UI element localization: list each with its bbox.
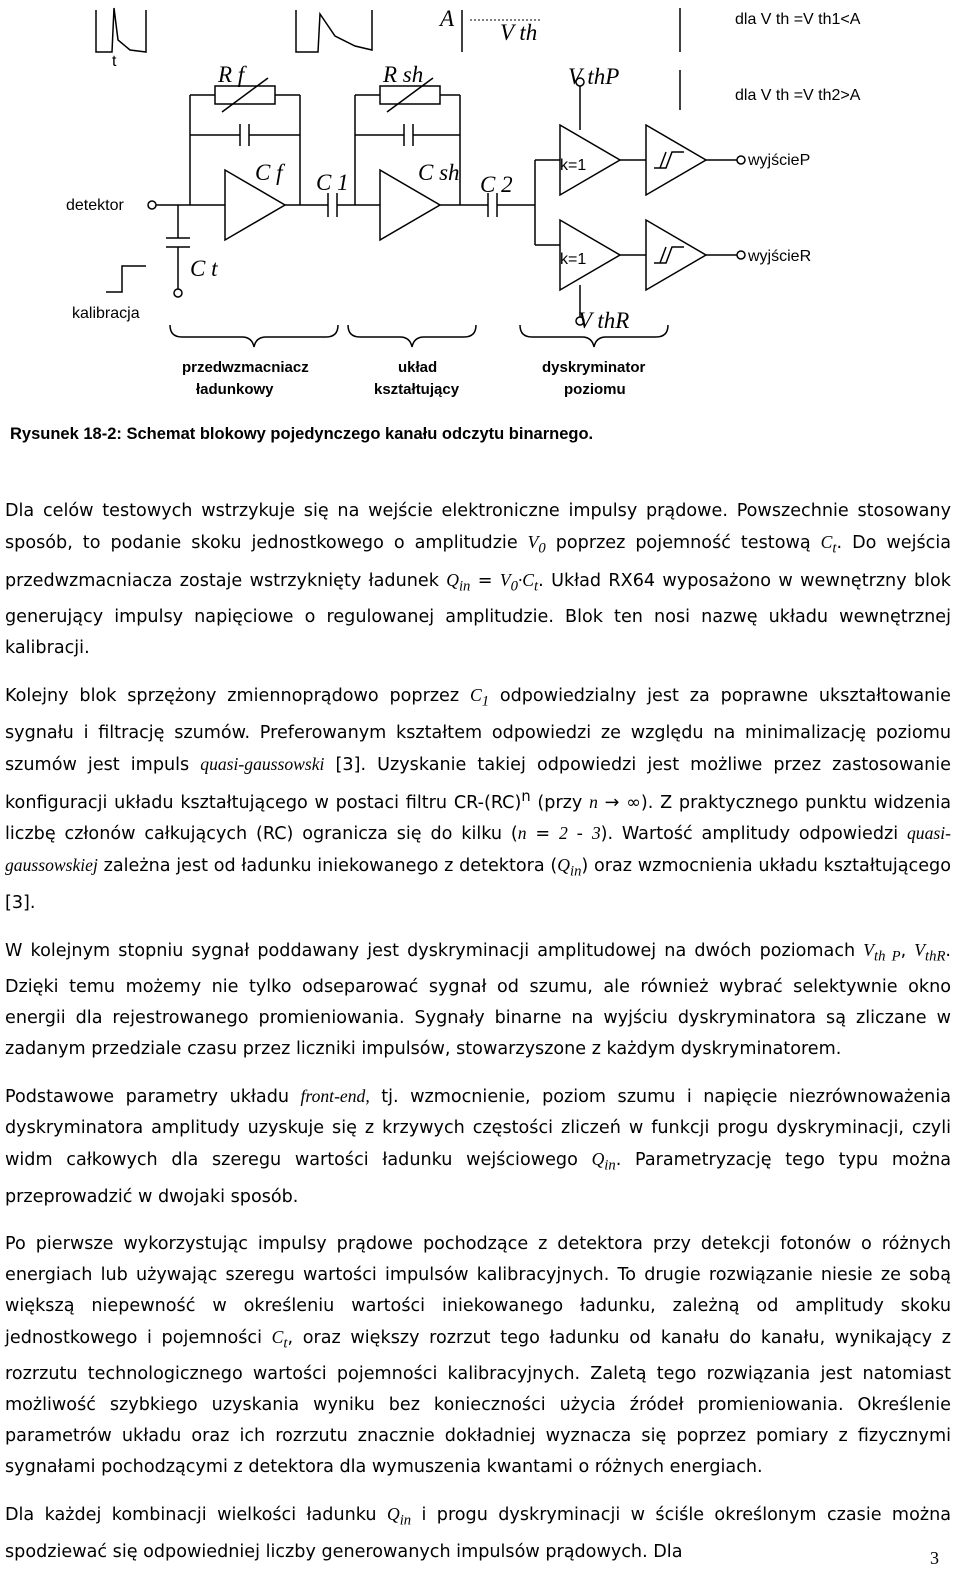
input-pulse-waveform <box>96 8 146 52</box>
group-preamp-line2: ładunkowy <box>196 381 274 398</box>
schmitt-r-triangle <box>646 220 706 290</box>
label-t: t <box>112 53 117 70</box>
body-text <box>5 496 951 1584</box>
detektor-terminal <box>148 201 156 209</box>
label-cf: C f <box>255 160 283 185</box>
wyjscie-r-terminal <box>737 251 745 259</box>
figure-caption: Rysunek 18-2: Schemat blokowy pojedynczego kanału odczytu binarnego. <box>10 425 594 443</box>
page-number: 3 <box>930 1548 939 1568</box>
group-preamp-line1: przedwzmacniacz <box>182 359 309 376</box>
shaped-pulse-waveform <box>296 10 372 52</box>
label-wyjscie-p: wyjścieP <box>748 152 811 169</box>
paragraph-5: Po pierwsze wykorzystując impulsy prądowe pochodzące z detektora przy detekcji fotonów o różnych energiach lub używając szeregu wartości impulsów kalibracyjnych. To drugie rozwiązanie niesie ze sobą większą niepewność w określeniu wartości iniekowanego ładunku, zależną od amplitudy skoku jednostkowego i pojemności $C_t$, oraz większy rozrzut tego ładunku od kanału do kanału, wynikający z rozrzutu technologicznego wartości pojemności kalibracyjnych. Zaletą tego rozwiązania jest natomiast możliwość szybkiego uzyskania wyniku bez konieczności użycia źródeł promieniowania. Określenie parametrów układu oraz ich rozrzutu znacznie dokładniej wyznacza się poprzez pomiary z fizycznymi sygnałami pochodzącymi z detektora dla wymuszenia kwantami o różnych energiach. <box>5 1233 951 1478</box>
label-detektor: detektor <box>66 197 124 214</box>
label-dla-r: dla V th =V th2>A <box>735 87 861 104</box>
group-shaper-line1: układ <box>398 359 438 376</box>
label-wyjscie-r: wyjścieR <box>748 248 812 265</box>
paragraph-2: Kolejny blok sprzężony zmiennoprądowo poprzez $C_1$ odpowiedzialny jest za poprawne ukształtowanie sygnału i filtrację szumów. Preferowanym kształtem odpowiedzi ze względu na minimalizację poziomu szumów jest impuls quasi-gaussowski [3]. Uzyskanie takiej odpowiedzi jest możliwe przez zastosowanie konfiguracji układu kształtującego w postaci filtru CR-(RC)$^n$ (przy n → ∞). Z praktycznego punktu widzenia liczbę członów całkujących (RC) ogranicza się do kilku (n = 2 - 3). Wartość amplitudy odpowiedzi quasi-gaussowskiej zależna jest od ładunku iniekowanego z detektora $(Q_{in})$ oraz wzmocnienia układu kształtującego [3]. <box>5 685 951 913</box>
label-c2: C 2 <box>480 172 513 197</box>
label-c1: C 1 <box>316 170 349 195</box>
paragraph-4: Podstawowe parametry układu front-end, tj. wzmocnienie, poziom szumu i napięcie niezrównoważenia dyskryminatora amplitudy uzyskuje się z krzywych częstości zliczeń w funkcji progu dyskryminacji, czyli widm całkowych dla szeregu wartości ładunku wejściowego $Q_{in}$. Parametryzację tego typu można przeprowadzić w dwojaki sposób. <box>5 1086 951 1207</box>
label-k1-bot: k=1 <box>560 251 587 268</box>
wyjscie-p-terminal <box>737 156 745 164</box>
schmitt-p-triangle <box>646 125 706 195</box>
brace-preamp <box>170 325 338 347</box>
label-rf: R f <box>218 62 245 87</box>
label-vth: V th <box>500 20 538 45</box>
kalibracja-terminal <box>174 289 182 297</box>
group-shaper-line2: kształtujący <box>374 381 460 398</box>
label-k1-top: k=1 <box>560 157 587 174</box>
label-kalibracja: kalibracja <box>72 305 140 322</box>
paragraph-1: Dla celów testowych wstrzykuje się na wejście elektroniczne impulsy prądowe. Powszechnie stosowany sposób, to podanie skoku jednostkowego o amplitudzie $V_0$ poprzez pojemność testową $C_t$. Do wejścia przedwzmacniacza zostaje wstrzyknięty ładunek $Q_{in} = V_0\cdot C_t$. Układ RX64 wyposażono w wewnętrzny blok generujący impulsy napięciowe o regulowanej amplitudzie. Blok ten nosi nazwę układu wewnętrznej kalibracji. <box>5 501 951 659</box>
label-vthp: V thP <box>568 64 620 89</box>
brace-shaper <box>348 325 476 347</box>
label-dla-p: dla V th =V th1<A <box>735 11 861 28</box>
group-disc-line1: dyskryminator <box>542 359 646 376</box>
paragraph-3: W kolejnym stopniu sygnał poddawany jest dyskryminacji amplitudowej na dwóch poziomach $V_{th P}$, $V_{thR}$. Dzięki temu możemy nie tylko odseparować sygnał od szumu, ale również wybrać selektywnie okno energii dla rejestrowanego promieniowania. Sygnały binarne na wyjściu dyskryminatora są zliczane w zadanym przedziale czasu przez liczniki impulsów, stowarzyszone z każdym dyskryminatorem. <box>5 939 951 1060</box>
block-diagram <box>0 0 960 470</box>
label-ct: C t <box>190 256 218 281</box>
paragraph-6: Dla każdej kombinacji wielkości ładunku $Q_{in}$ i progu dyskryminacji w ściśle określonym czasie można spodziewać się odpowiedniej liczby generowanych impulsów prądowych. Dla <box>5 1504 951 1562</box>
label-rsh: R sh <box>383 62 424 87</box>
label-a: A <box>440 6 455 31</box>
label-csh: C sh <box>418 160 460 185</box>
group-disc-line2: poziomu <box>564 381 626 398</box>
label-vthr: V thR <box>578 308 630 333</box>
